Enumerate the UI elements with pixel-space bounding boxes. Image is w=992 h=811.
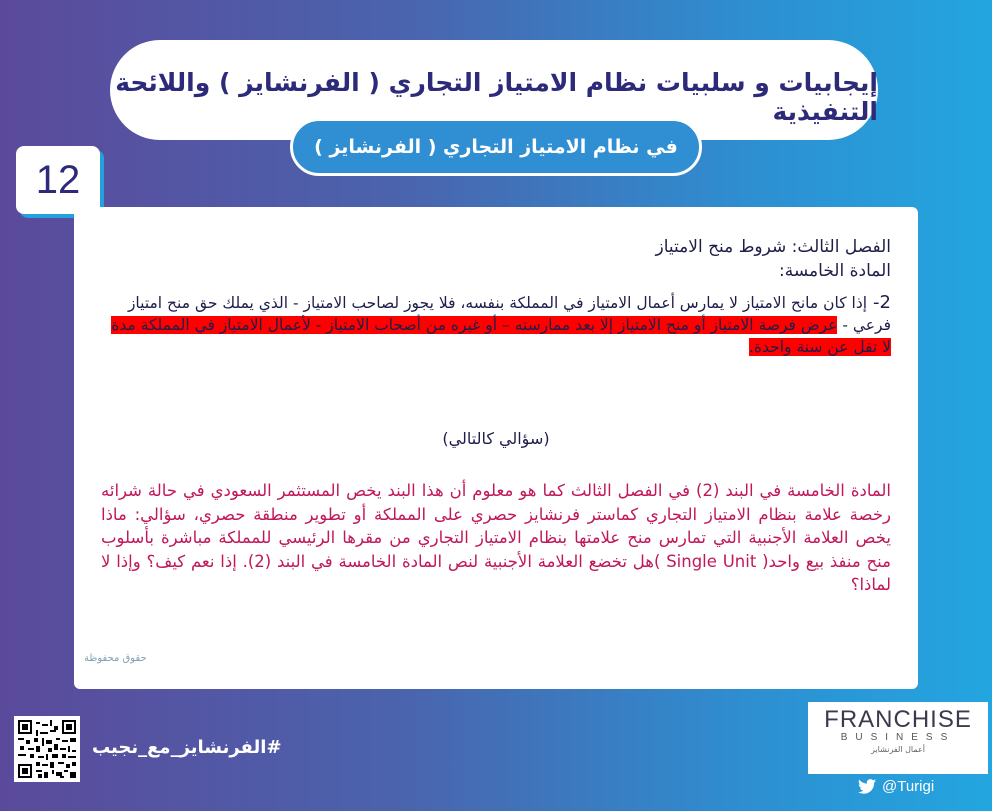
chapter-title: الفصل الثالث: شروط منح الامتياز [655, 237, 891, 257]
question-paragraph: المادة الخامسة في البند (2) في الفصل الثالث كما هو معلوم أن هذا البند يخص المستثمر السعودي في حالة شرائه رخصة علامة بنظام الامتياز التجاري كماستر فرنشايز حصري على المملكة أو تطوير منطقة حصري، سؤالي: ماذا يخص العلامة الأجنبية التي تمارس منح علامتها بنظام الامتياز التجاري من مقرها الرئيسي للمملكة مباشرة بأسلوب منح منفذ بيع واحد( Single Unit )هل تخضع العلامة الأجنبية لنص المادة الخامسة في البند (2). إذا نعم كيف؟ وإذا لا لماذا؟ [101, 481, 891, 594]
rights-notice: حقوق محفوظة [84, 653, 147, 664]
twitter-icon [858, 779, 876, 794]
logo-line2: BUSINESS [840, 732, 956, 743]
twitter-link[interactable] [858, 778, 934, 795]
qr-code[interactable] [14, 716, 80, 782]
clause-paragraph [101, 292, 891, 358]
article-title: المادة الخامسة: [779, 261, 891, 281]
page-number-badge: 12 [16, 146, 100, 214]
logo-line1: FRANCHISE [824, 706, 972, 733]
hashtag[interactable]: #الفرنشايز_مع_نجيب [92, 737, 282, 758]
question-label: (سؤالي كالتالي) [442, 429, 550, 448]
article-heading [656, 235, 892, 283]
page-subtitle: في نظام الامتياز التجاري ( الفرنشايز ) [314, 136, 678, 158]
page-title: إيجابيات و سلبيات نظام الامتياز التجاري ( الفرنشايز ) واللائحة التنفيذية [115, 68, 878, 126]
franchise-business-logo [808, 702, 988, 774]
content-card [74, 207, 918, 689]
subtitle-banner [290, 118, 702, 176]
clause-number: 2- [873, 292, 891, 313]
twitter-handle: @Turigi [882, 778, 935, 795]
clause-plain-text: إذا كان مانح الامتياز لا يمارس أعمال الامتياز في المملكة بنفسه، فلا يجوز لصاحب الامتياز - الذي يملك حق منح امتياز فرعي - [127, 294, 891, 334]
clause-highlighted-text: عرض فرصة الامتياز أو منح الامتياز إلا بعد ممارسته – أو غيره من أصحاب الامتياز - لأعمال الامتياز في المملكة مدة لا تقل عن سنة واحدة. [111, 316, 891, 356]
logo-line3: أعمال الفرنشايز [871, 745, 925, 754]
